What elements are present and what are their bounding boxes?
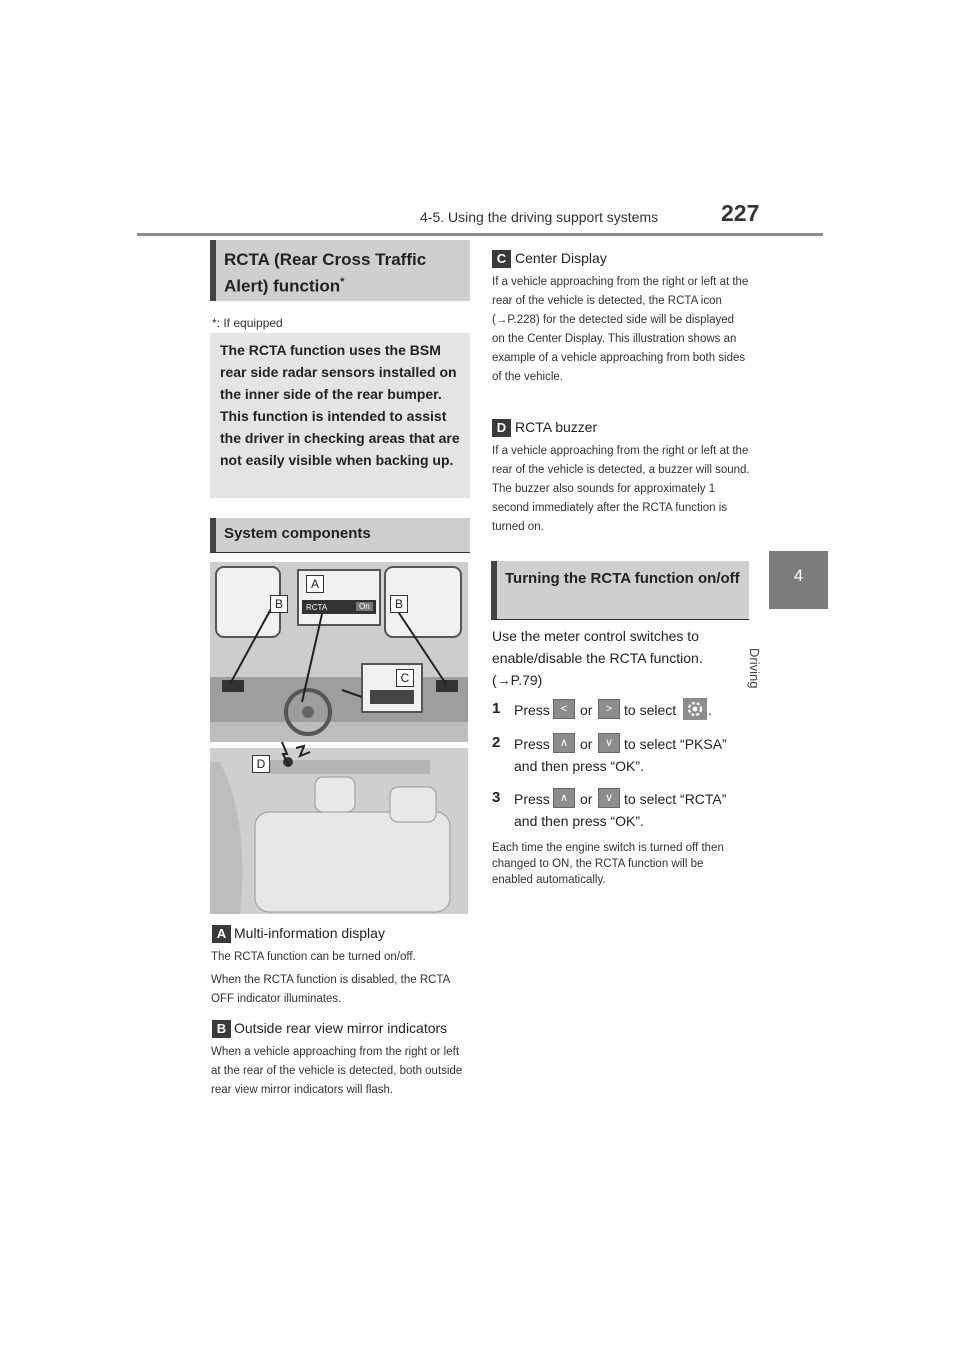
step-1-select: to select bbox=[624, 702, 677, 718]
item-label-c: C bbox=[492, 250, 511, 268]
figure-callout-c: C bbox=[396, 669, 414, 687]
step-2-or: or bbox=[580, 736, 593, 752]
step-1-or: or bbox=[580, 702, 593, 718]
rcta-heading bbox=[210, 240, 470, 301]
step-2-press: Press bbox=[514, 736, 550, 752]
item-label-a: A bbox=[212, 925, 231, 943]
right-key-icon: > bbox=[598, 699, 620, 719]
section-title: 4-5. Using the driving support systems bbox=[420, 209, 659, 225]
step-3-select: to select “RCTA” bbox=[624, 791, 727, 807]
item-title-d: RCTA buzzer bbox=[515, 419, 598, 435]
item-body-c: If a vehicle approaching from the right or left at the rear of the vehicle is detected, the RCTA icon (→P.228) for the detected side will be displayed on the Center Display. This illustration shows an example of a vehicle approaching from both sides of the vehicle. bbox=[492, 276, 749, 383]
step-2-select: to select “PKSA” bbox=[624, 736, 727, 752]
item-label-d: D bbox=[492, 419, 511, 437]
step-1-period: . bbox=[708, 702, 712, 718]
turning-heading-rule bbox=[491, 619, 749, 620]
item-body-a-2: When the RCTA function is disabled, the RCTA OFF indicator illuminates. bbox=[211, 974, 450, 1005]
components-heading-rule bbox=[210, 552, 470, 553]
settings-gear-icon bbox=[683, 698, 707, 720]
turning-heading: Turning the RCTA function on/off bbox=[491, 561, 749, 619]
display-readout-label: RCTA bbox=[306, 603, 328, 612]
step-3-number: 3 bbox=[492, 789, 501, 806]
item-title-b: Outside rear view mirror indicators bbox=[234, 1020, 448, 1036]
step-1-number: 1 bbox=[492, 700, 501, 717]
rcta-heading-asterisk: * bbox=[340, 276, 345, 288]
intro-text: The RCTA function uses the BSM rear side radar sensors installed on the inner side of the rear bumper. This function is intended to assist the driver in checking areas that are not easily visible when backing up. bbox=[220, 342, 460, 468]
chapter-number: 4 bbox=[793, 566, 804, 585]
up-key-icon: ∧ bbox=[553, 788, 575, 808]
turning-intro: Use the meter control switches to enable/disable the RCTA function. (→P.79) bbox=[492, 628, 703, 688]
rcta-heading-text: RCTA (Rear Cross Traffic Alert) function bbox=[224, 250, 427, 296]
figure-callout-b-right: B bbox=[390, 595, 408, 613]
step-2-line2: and then press “OK”. bbox=[514, 758, 644, 774]
figure-callout-d: D bbox=[252, 755, 270, 773]
step-3-line2: and then press “OK”. bbox=[514, 813, 644, 829]
down-key-icon: ∨ bbox=[598, 788, 620, 808]
chapter-label: Driving bbox=[747, 648, 762, 689]
item-title-c: Center Display bbox=[515, 250, 607, 266]
intro-box bbox=[210, 333, 470, 498]
step-1-press: Press bbox=[514, 702, 550, 718]
item-body-d: If a vehicle approaching from the right or left at the rear of the vehicle is detected, a buzzer will sound. The buzzer also sounds for approximately 1 second immediately after the RCTA function is turned on. bbox=[492, 445, 750, 533]
step-3-or: or bbox=[580, 791, 593, 807]
item-body-b: When a vehicle approaching from the right or left at the rear of the vehicle is detected, both outside rear view mirror indicators will flash. bbox=[211, 1046, 463, 1096]
page-number: 227 bbox=[721, 200, 760, 226]
figure-illustration bbox=[210, 562, 468, 914]
item-title-a: Multi-information display bbox=[234, 925, 385, 941]
figure-callout-b-left: B bbox=[270, 595, 288, 613]
down-key-icon: ∨ bbox=[598, 733, 620, 753]
footnote: *: If equipped bbox=[212, 316, 283, 330]
figure-callout-a: A bbox=[306, 575, 324, 593]
left-key-icon: < bbox=[553, 699, 575, 719]
item-body-a-1: The RCTA function can be turned on/off. bbox=[211, 951, 416, 963]
display-readout-value: On bbox=[356, 602, 373, 611]
step-2-number: 2 bbox=[492, 734, 501, 751]
turning-note: Each time the engine switch is turned off then changed to ON, the RCTA function will be enabled automatically. bbox=[492, 842, 724, 886]
up-key-icon: ∧ bbox=[553, 733, 575, 753]
step-3-press: Press bbox=[514, 791, 550, 807]
header-rule bbox=[137, 233, 823, 236]
item-label-b: B bbox=[212, 1020, 231, 1038]
system-components-figure bbox=[210, 562, 468, 914]
components-heading: System components bbox=[210, 518, 470, 552]
